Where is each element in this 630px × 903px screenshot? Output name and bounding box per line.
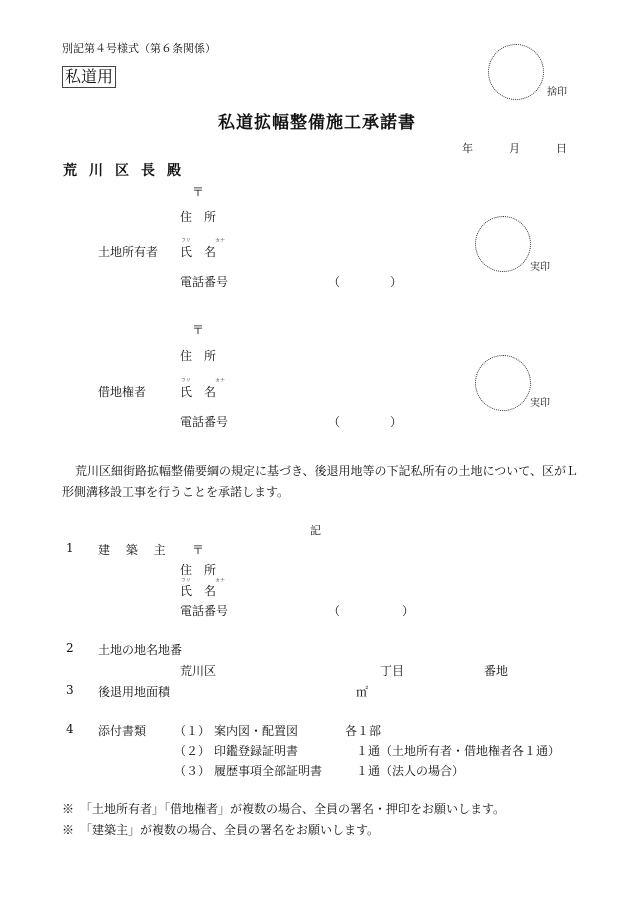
doc-2-qty: １通（土地所有者・借地権者各１通） (356, 744, 561, 758)
owner-seal-circle[interactable] (475, 216, 531, 272)
owner-phone-paren-open: （ (328, 275, 341, 289)
builder-phone-label: 電話番号 (180, 604, 229, 618)
date-year: 年 (462, 142, 473, 155)
item-1-number: 1 (66, 541, 74, 555)
document-title: 私道拡幅整備施工承諾書 (218, 113, 416, 133)
builder-phone-paren-open: （ (328, 604, 341, 618)
builder-name-label: 氏 名 (180, 584, 217, 598)
item-1-label: 建 築 主 (98, 543, 172, 557)
item-3-unit: ㎡ (356, 685, 369, 699)
lessee-seal-label: 実印 (530, 398, 550, 409)
owner-name-label: 氏 名 (180, 245, 217, 259)
owner-address-label: 住 所 (180, 210, 217, 224)
owner-ruby-kana: カナ (215, 238, 226, 244)
owner-postal-mark: 〒 (192, 185, 205, 199)
form-number: 別記第４号様式（第６条関係） (62, 42, 216, 55)
item-2-chome: 丁目 (380, 664, 405, 678)
category-stamp: 私道用 (62, 66, 116, 88)
discard-seal-circle[interactable] (488, 44, 544, 100)
lessee-seal-circle[interactable] (475, 355, 531, 411)
lessee-ruby-kana: カナ (215, 378, 226, 384)
doc-3-qty: １通（法人の場合） (356, 764, 465, 778)
owner-label: 土地所有者 (98, 245, 159, 259)
item-4-number: 4 (66, 722, 74, 736)
owner-phone-paren-close: ） (390, 275, 403, 289)
body-line-1: 荒川区細街路拡幅整備要綱の規定に基づき、後退用地等の下記私所有の土地について、区がＬ (75, 464, 579, 478)
body-line-2: 形側溝移設工事を行うことを承諾します。 (62, 485, 290, 499)
lessee-label: 借地権者 (98, 385, 147, 399)
builder-postal-mark: 〒 (192, 543, 205, 557)
item-4-label: 添付書類 (98, 724, 147, 738)
item-2-banchi: 番地 (484, 664, 509, 678)
lessee-phone-label: 電話番号 (180, 415, 229, 429)
doc-2-name: 印鑑登録証明書 (214, 744, 299, 758)
lessee-name-label: 氏 名 (180, 385, 217, 399)
addressee: 荒川区長殿 (63, 163, 193, 179)
doc-1-qty: 各１部 (345, 724, 382, 738)
builder-phone-paren-close: ） (402, 604, 415, 618)
lessee-postal-mark: 〒 (192, 323, 205, 337)
lessee-phone-paren-close: ） (390, 415, 403, 429)
builder-ruby-furi: フリ (181, 578, 191, 584)
owner-ruby-furi: フリ (181, 238, 191, 244)
doc-2-number: （２） (174, 744, 211, 758)
ki-heading: 記 (310, 524, 321, 537)
item-3-number: 3 (66, 683, 74, 697)
item-2-number: 2 (66, 641, 74, 655)
owner-phone-label: 電話番号 (180, 275, 229, 289)
lessee-address-label: 住 所 (180, 349, 217, 363)
doc-1-name: 案内図・配置図 (214, 724, 299, 738)
item-2-ward: 荒川区 (180, 664, 217, 678)
note-1: ※ 「土地所有者」「借地権者」が複数の場合、全員の署名・押印をお願いします。 (62, 802, 506, 816)
owner-seal-label: 実印 (530, 262, 550, 273)
builder-address-label: 住 所 (180, 563, 217, 577)
date-month: 月 (509, 142, 520, 155)
item-3-label: 後退用地面積 (98, 685, 171, 699)
note-2: ※ 「建築主」が複数の場合、全員の署名をお願いします。 (62, 823, 380, 837)
lessee-phone-paren-open: （ (328, 415, 341, 429)
doc-3-name: 履歴事項全部証明書 (214, 764, 323, 778)
date-day: 日 (556, 142, 567, 155)
item-2-label: 土地の地名地番 (98, 643, 183, 657)
discard-seal-label: 捨印 (547, 87, 567, 98)
lessee-ruby-furi: フリ (181, 378, 191, 384)
builder-ruby-kana: カナ (215, 578, 226, 584)
doc-3-number: （３） (174, 764, 211, 778)
doc-1-number: （１） (174, 724, 211, 738)
